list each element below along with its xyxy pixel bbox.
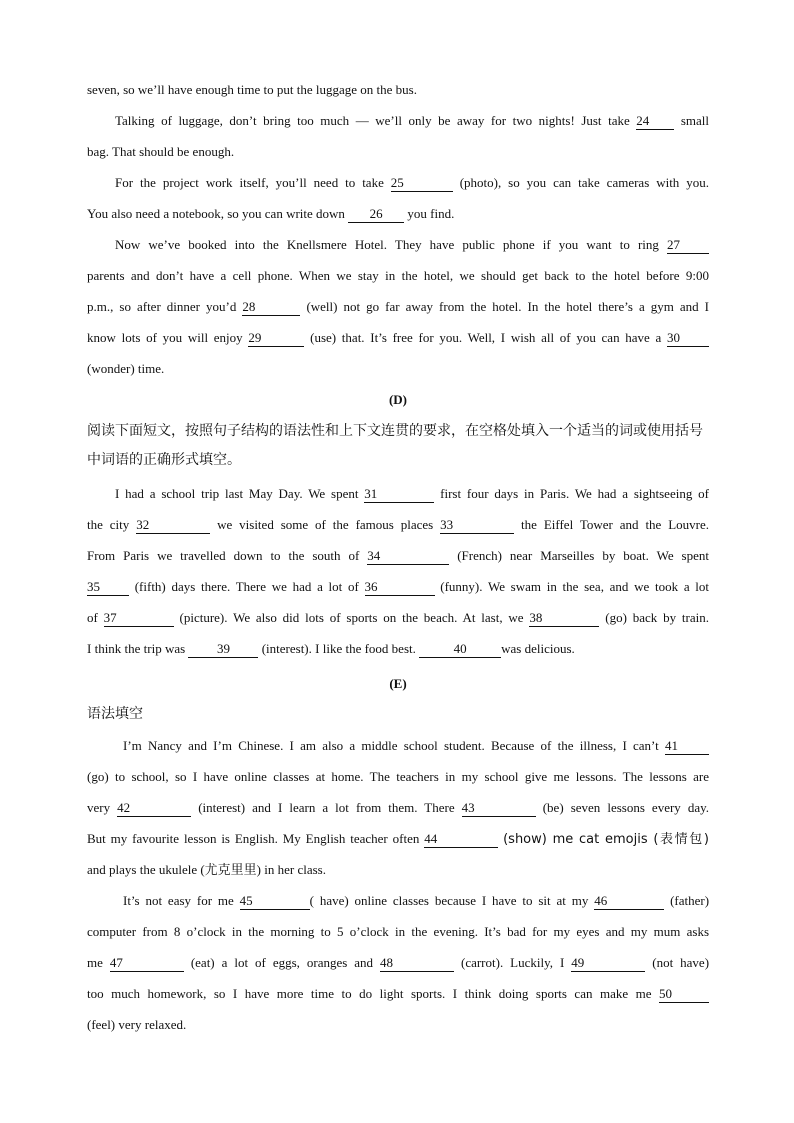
text: too much homework, so I have more time to do light sports. I think doing sports can make me [87, 986, 652, 1001]
section-heading-d: (D) [388, 392, 408, 407]
paragraph-line [87, 544, 709, 568]
blank-50[interactable]: 50 [659, 987, 709, 1003]
text: But my favourite lesson is English. My English teacher often [87, 831, 420, 846]
text: the city [87, 517, 130, 532]
blank-47[interactable]: 47 [110, 956, 184, 972]
text: 中词语的正确形式填空。 [87, 452, 241, 468]
text: ( have) online classes because I have to sit at my [309, 893, 589, 908]
paragraph-line [87, 202, 709, 226]
text: (eat) a lot of eggs, oranges and [190, 955, 374, 970]
blank-45[interactable]: 45 [240, 894, 310, 910]
blank-39[interactable]: 39 [188, 642, 258, 658]
blank-34[interactable]: 34 [367, 549, 449, 565]
blank-33[interactable]: 33 [440, 518, 514, 534]
text: you find. [407, 206, 455, 221]
blank-29[interactable]: 29 [248, 331, 304, 347]
paragraph-line [87, 765, 709, 789]
blank-48[interactable]: 48 [380, 956, 454, 972]
blank-24[interactable]: 24 [636, 114, 674, 130]
text: p.m., so after dinner you’d [87, 299, 237, 314]
text: (fifth) days there. There we had a lot of [134, 579, 359, 594]
text: very [87, 800, 111, 815]
text: was delicious. [501, 641, 575, 656]
blank-26[interactable]: 26 [348, 207, 404, 223]
text: bag. That should be enough. [87, 144, 235, 159]
text: (French) near Marseilles by boat. We spent [457, 548, 709, 563]
paragraph-line [87, 827, 709, 851]
blank-37[interactable]: 37 [104, 611, 174, 627]
paragraph-line [87, 920, 709, 944]
text: (not have) [652, 955, 710, 970]
text: From Paris we travelled down to the south of [87, 548, 360, 563]
text: Talking of luggage, don’t bring too much — we’ll only be away for two nights! Just take [115, 113, 630, 128]
text: (go) back by train. [605, 610, 709, 625]
blank-41[interactable]: 41 [665, 739, 709, 755]
paragraph-line [87, 233, 709, 257]
text: small [680, 113, 710, 128]
paragraph-line [87, 264, 709, 288]
text: I’m Nancy and I’m Chinese. I am also a middle school student. Because of the illness, I can’t [123, 738, 659, 753]
blank-31[interactable]: 31 [364, 487, 434, 503]
blank-30[interactable]: 30 [667, 331, 709, 347]
text: I think the trip was [87, 641, 186, 656]
blank-27[interactable]: 27 [667, 238, 709, 254]
blank-32[interactable]: 32 [136, 518, 210, 534]
text: (funny). We swam in the sea, and we took a lot [440, 579, 710, 594]
paragraph-line [87, 951, 709, 975]
text: (go) to school, so I have online classes at home. The teachers in my school give me lessons. The lessons are [87, 769, 709, 784]
paragraph-line [87, 796, 709, 820]
blank-38[interactable]: 38 [529, 611, 599, 627]
blank-28[interactable]: 28 [242, 300, 300, 316]
instruction-line [87, 419, 709, 443]
text: seven, so we’ll have enough time to put the luggage on the bus. [87, 82, 417, 97]
blank-43[interactable]: 43 [462, 801, 536, 817]
text: the Eiffel Tower and the Louvre. [521, 517, 710, 532]
text: (wonder) time. [87, 361, 165, 376]
text: (use) that. It’s free for you. Well, I wish all of you can have a [310, 330, 662, 345]
paragraph-line [87, 889, 709, 913]
instruction-line [87, 448, 709, 472]
paragraph-line [87, 858, 709, 882]
text: (be) seven lessons every day. [542, 800, 710, 815]
paragraph-line [87, 326, 709, 350]
text: (feel) very relaxed. [87, 1017, 187, 1032]
text: (photo), so you can take cameras with you. [459, 175, 709, 190]
text: 语法填空 [87, 706, 143, 722]
text: of [87, 610, 98, 625]
paragraph-line [87, 171, 709, 195]
paragraph-line [87, 637, 709, 661]
text: You also need a notebook, so you can write down [87, 206, 345, 221]
text: (interest) and I learn a lot from them. There [198, 800, 455, 815]
section-heading-e: (E) [389, 676, 407, 691]
paragraph-line [87, 482, 709, 506]
paragraph-line [87, 982, 709, 1006]
paragraph-line [87, 109, 709, 133]
paragraph-line [87, 140, 709, 164]
paragraph-line [87, 357, 709, 381]
text: me [87, 955, 103, 970]
text: (carrot). Luckily, I [460, 955, 565, 970]
paragraph-line [87, 1013, 709, 1037]
text: (show) me cat emojis (表情包) [503, 832, 709, 847]
text: parents and don’t have a cell phone. When we stay in the hotel, we should get back to the hotel before 9:00 [87, 268, 709, 283]
blank-46[interactable]: 46 [594, 894, 664, 910]
paragraph-line [87, 295, 709, 319]
blank-42[interactable]: 42 [117, 801, 191, 817]
paragraph-line [87, 575, 709, 599]
text: Now we’ve booked into the Knellsmere Hotel. They have public phone if you want to ring [115, 237, 659, 252]
blank-36[interactable]: 36 [365, 580, 435, 596]
blank-49[interactable]: 49 [571, 956, 645, 972]
text: (well) not go far away from the hotel. In the hotel there’s a gym and I [306, 299, 710, 314]
paragraph-line [87, 78, 709, 102]
text: It’s not easy for me [123, 893, 234, 908]
text: we visited some of the famous places [217, 517, 434, 532]
blank-25[interactable]: 25 [391, 176, 453, 192]
blank-35[interactable]: 35 [87, 580, 129, 596]
text: (picture). We also did lots of sports on the beach. At last, we [179, 610, 524, 625]
text: I had a school trip last May Day. We spent [115, 486, 359, 501]
section-title [87, 702, 709, 726]
text: and plays the ukulele (尤克里里) in her class. [87, 862, 326, 877]
blank-44[interactable]: 44 [424, 832, 498, 848]
blank-40[interactable]: 40 [419, 642, 501, 658]
text: know lots of you will enjoy [87, 330, 243, 345]
text: computer from 8 o’clock in the morning to 5 o’clock in the evening. It’s bad for my eyes and my mum asks [87, 924, 709, 939]
text: For the project work itself, you’ll need to take [115, 175, 384, 190]
paragraph-line [87, 606, 709, 630]
text: (interest). I like the food best. [261, 641, 416, 656]
paragraph-line [87, 513, 709, 537]
text: first four days in Paris. We had a sightseeing of [440, 486, 709, 501]
text: 阅读下面短文，按照句子结构的语法性和上下文连贯的要求，在空格处填入一个适当的词或使用括号 [87, 423, 703, 439]
paragraph-line [87, 734, 709, 758]
text: (father) [670, 893, 710, 908]
